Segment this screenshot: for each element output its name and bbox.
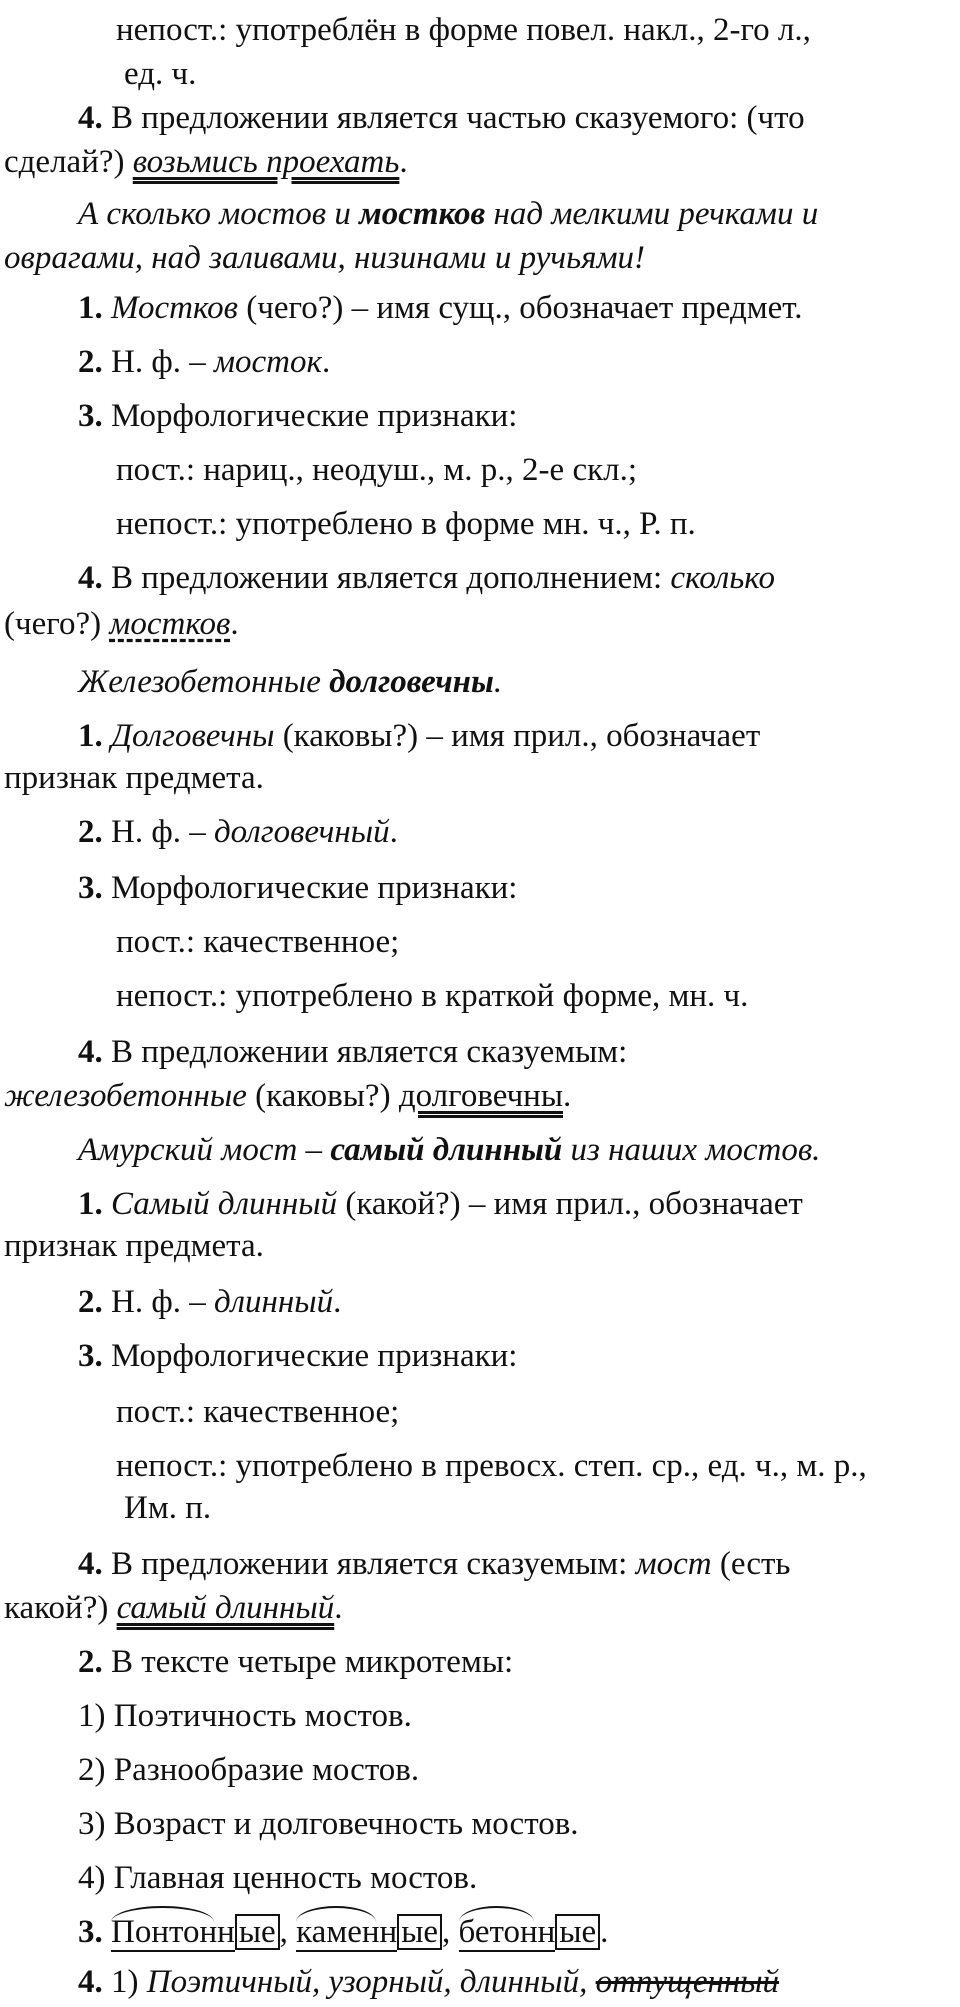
- line-point-3: 3. Морфологические признаки:: [78, 398, 518, 434]
- example-sentence-bridges-cont: оврагами, над заливами, низинами и ручьями!: [4, 240, 646, 276]
- line-point-4: 4. В предложении является дополнением: сколько: [78, 560, 775, 596]
- line-point-1: 1. Самый длинный (какой?) – имя прил., обозначает: [78, 1186, 803, 1222]
- microtheme-3: 3) Возраст и долговечность мостов.: [78, 1806, 579, 1842]
- line-point-2: 2. Н. ф. – мосток.: [78, 344, 331, 380]
- morpheme-word-2: каменн ые: [296, 1912, 442, 1952]
- line-predicate: сделай?) возьмись проехать.: [4, 144, 408, 180]
- morpheme-word-3: бетонн ые: [459, 1912, 601, 1952]
- example-sentence-durable: Железобетонные долговечны.: [78, 664, 503, 700]
- line-number-singular: ед. ч.: [124, 56, 197, 92]
- predicate-underlined: возьмись проехать: [132, 144, 400, 180]
- task-2-header: 2. В тексте четыре микротемы:: [78, 1644, 514, 1680]
- line-point-4: 4. В предложении является сказуемым: мост (есть: [78, 1546, 791, 1582]
- line-nonconst-features: непост.: употреблено в превосх. степ. ср., ед. ч., м. р.,: [116, 1448, 867, 1484]
- microtheme-2: 2) Разнообразие мостов.: [78, 1752, 420, 1788]
- line-point-1: 1. Долговечны (каковы?) – имя прил., обозначает: [78, 718, 761, 754]
- line-point-2: 2. Н. ф. – долговечный.: [78, 814, 398, 850]
- example-sentence-amur: Амурский мост – самый длинный из наших мостов.: [78, 1132, 821, 1168]
- line-nonconst-features: непост.: употреблено в форме мн. ч., Р. п.: [116, 506, 696, 542]
- root-arc-icon: [296, 1906, 376, 1922]
- ending-box: ые: [555, 1914, 600, 1950]
- line-point-3: 3. Морфологические признаки:: [78, 870, 518, 906]
- morpheme-word-1: Понтонн ые: [111, 1912, 280, 1952]
- example-sentence-bridges: А сколько мостов и мостков над мелкими речками и: [78, 196, 819, 232]
- line-nonconst-features: непост.: употреблён в форме повел. накл., 2-го л.,: [116, 12, 811, 48]
- line-point-4: 4. В предложении является сказуемым:: [78, 1034, 628, 1070]
- microtheme-1: 1) Поэтичность мостов.: [78, 1698, 412, 1734]
- object-underlined: мостков: [109, 606, 231, 642]
- line-point-2: 2. Н. ф. – длинный.: [78, 1284, 342, 1320]
- line-point-1: 1. Мостков (чего?) – имя сущ., обозначает предмет.: [78, 290, 803, 326]
- line-predicate: какой?) самый длинный.: [4, 1590, 343, 1626]
- line-nonconst-features-cont: Им. п.: [124, 1490, 212, 1526]
- predicate-underlined: долговечны: [398, 1078, 564, 1114]
- line-point-1-cont: признак предмета.: [4, 760, 264, 796]
- struck-word: отпущенный: [595, 1964, 780, 2000]
- line-object: (чего?) мостков.: [4, 606, 239, 642]
- root-arc-icon: [111, 1906, 214, 1922]
- root-arc-icon: [459, 1906, 535, 1922]
- line-nonconst-features: непост.: употреблено в краткой форме, мн. ч.: [116, 978, 749, 1014]
- line-const-features: пост.: качественное;: [116, 1394, 400, 1430]
- line-point-1-cont: признак предмета.: [4, 1228, 264, 1264]
- line-point-3: 3. Морфологические признаки:: [78, 1338, 518, 1374]
- microtheme-4: 4) Главная ценность мостов.: [78, 1860, 478, 1896]
- line-const-features: пост.: качественное;: [116, 924, 400, 960]
- task-3-morphemes: 3. Понтонн ые , каменн ые , бетонн ые .: [78, 1912, 608, 1952]
- line-predicate: железобетонные (каковы?) долговечны.: [4, 1078, 572, 1114]
- line-const-features: пост.: нариц., неодуш., м. р., 2-е скл.;: [116, 452, 638, 488]
- predicate-underlined: самый длинный: [116, 1590, 335, 1626]
- ending-box: ые: [235, 1914, 280, 1950]
- line-point-4-role: 4. В предложении является частью сказуемого: (что: [78, 100, 805, 136]
- task-4-line: 4. 1) Поэтичный, узорный, длинный, отпущенный: [78, 1964, 780, 2000]
- ending-box: ые: [397, 1914, 442, 1950]
